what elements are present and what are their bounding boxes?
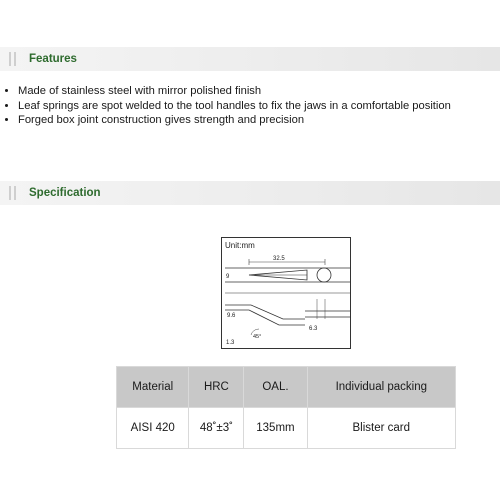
- column-header-packing: Individual packing: [307, 367, 455, 408]
- specification-header-bar: [0, 181, 500, 205]
- specification-table: [116, 366, 456, 449]
- table-row: [117, 408, 456, 449]
- cell-hrc: 48˚±3˚: [189, 408, 244, 449]
- tool-dimension-diagram: [221, 237, 351, 349]
- feature-item: • Leaf springs are spot welded to the tool handles to fix the jaws in a comfortable position: [18, 99, 500, 114]
- bar-marks-icon: [9, 52, 16, 66]
- features-title: Features: [29, 53, 77, 65]
- column-header-oal: OAL.: [244, 367, 307, 408]
- unit-label: Unit:mm: [225, 241, 255, 250]
- tip-dimension-label: 1.3: [226, 340, 235, 346]
- angle-label: 45°: [253, 334, 262, 340]
- cell-material: AISI 420: [117, 408, 189, 449]
- height-label: 9: [226, 274, 230, 280]
- feature-item: • Forged box joint construction gives strength and precision: [18, 113, 500, 128]
- jaw-dimension-label: 6.3: [309, 326, 318, 332]
- side-height-label: 9.6: [227, 313, 236, 319]
- feature-item: • Made of stainless steel with mirror polished finish: [18, 84, 500, 99]
- cell-oal: 135mm: [244, 408, 307, 449]
- specification-title: Specification: [29, 187, 101, 199]
- features-list: [0, 84, 500, 128]
- table-header-row: [117, 367, 456, 408]
- bar-marks-icon: [9, 186, 16, 200]
- length-label: 32.5: [273, 256, 285, 262]
- column-header-material: Material: [117, 367, 189, 408]
- features-header-bar: [0, 47, 500, 71]
- cell-packing: Blister card: [307, 408, 455, 449]
- column-header-hrc: HRC: [189, 367, 244, 408]
